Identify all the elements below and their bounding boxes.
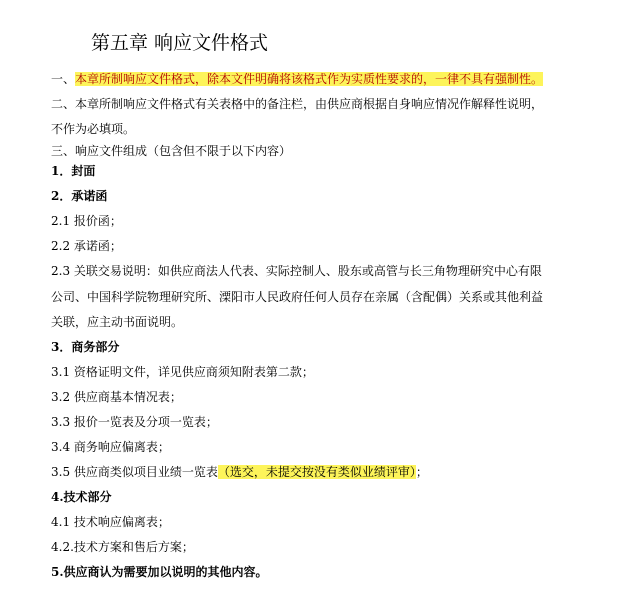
item-3-5 (51, 464, 428, 480)
item-2-3-line2: 公司、中国科学院物理研究所、溧阳市人民政府任何人员存在亲属（含配偶）关系或其他利益 (51, 290, 544, 304)
section-1-heading: 1．封面 (51, 164, 96, 178)
section-5-heading: 5.供应商认为需要加以说明的其他内容。 (51, 565, 268, 579)
item-2-1: 2.1 报价函； (51, 214, 122, 228)
paragraph-3: 三、响应文件组成（包含但不限于以下内容） (51, 144, 292, 158)
paragraph-1-highlight: 本章所制响应文件格式，除本文件明确将该格式作为实质性要求的，一律不具有强制性。 (75, 72, 544, 86)
item-3-2: 3.2 供应商基本情况表； (51, 390, 182, 404)
item-3-5-highlight: （选交，未提交按没有类似业绩评审） (217, 465, 416, 479)
item-2-2: 2.2 承诺函； (51, 239, 122, 253)
item-3-5-suffix: ； (415, 465, 428, 479)
item-3-3: 3.3 报价一览表及分项一览表； (51, 415, 218, 429)
paragraph-1 (51, 71, 543, 87)
item-4-2: 4.2.技术方案和售后方案； (51, 540, 194, 554)
section-4-heading: 4.技术部分 (51, 490, 112, 504)
item-3-1: 3.1 资格证明文件，详见供应商须知附表第二款； (51, 365, 314, 379)
paragraph-2-line2: 不作为必填项。 (51, 122, 136, 136)
item-3-5-text: 3.5 供应商类似项目业绩一览表 (51, 465, 218, 479)
item-4-1: 4.1 技术响应偏离表； (51, 515, 170, 529)
paragraph-2-line1: 二、本章所制响应文件格式有关表格中的备注栏，由供应商根据自身响应情况作解释性说明， (51, 97, 544, 111)
section-3-heading: 3．商务部分 (51, 340, 120, 354)
item-3-4: 3.4 商务响应偏离表； (51, 440, 170, 454)
paragraph-1-prefix: 一、 (51, 72, 76, 86)
section-2-heading: 2．承诺函 (51, 189, 108, 203)
item-2-3-line3: 关联，应主动书面说明。 (51, 315, 184, 329)
chapter-title: 第五章 响应文件格式 (91, 32, 269, 54)
item-2-3-line1: 2.3 关联交易说明：如供应商法人代表、实际控制人、股东或高管与长三角物理研究中心有限 (51, 264, 542, 278)
